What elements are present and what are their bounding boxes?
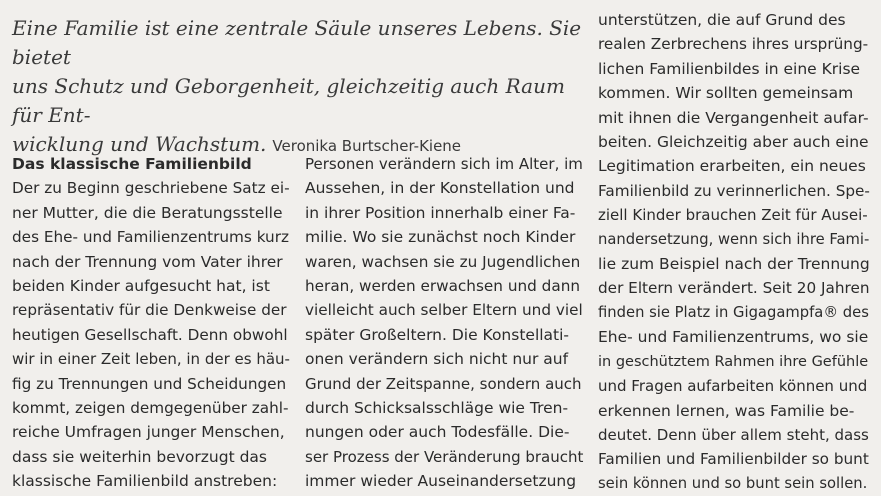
column-3 <box>598 8 870 496</box>
text-line: nach der Trennung vom Vater ihrer <box>12 252 283 271</box>
text-line: in ihrer Position innerhalb einer Fa- <box>305 203 576 222</box>
text-line: deutet. Denn über allem steht, dass <box>598 425 869 444</box>
text-line: Familien und Familienbilder so bunt <box>598 450 869 469</box>
quote-line: Eine Familie ist eine zentrale Säule unseres Lebens. Sie bietet <box>12 16 582 69</box>
text-line: Ehe- und Familienzentrums, wo sie <box>598 328 869 347</box>
text-line: Aussehen, in der Konstellation und <box>305 179 575 198</box>
text-line: onen verändern sich nicht nur auf <box>305 350 569 369</box>
text-line: heutigen Gesellschaft. Denn obwohl <box>12 325 288 344</box>
text-line: durch Schicksalsschläge wie Tren- <box>305 399 569 418</box>
text-line: Der zu Beginn geschriebene Satz ei- <box>12 179 290 198</box>
text-line: repräsentativ für die Denkweise der <box>12 301 287 320</box>
text-line: waren, wachsen sie zu Jugendlichen <box>305 252 581 271</box>
text-line: heran, werden erwachsen und dann <box>305 277 581 296</box>
text-line: des Ehe- und Familienzentrums kurz <box>12 228 289 247</box>
text-line: dass sie weiterhin bevorzugt das <box>12 447 267 466</box>
text-line: später Großeltern. Die Konstellati- <box>305 325 570 344</box>
text-line: ser Prozess der Veränderung braucht <box>305 447 584 466</box>
section-heading: Das klassische Familienbild <box>12 155 252 173</box>
text-line: Legitimation erarbeiten, ein neues <box>598 157 866 176</box>
text-line: Familienbild zu verinnerlichen. Spe- <box>598 181 870 200</box>
text-line: ziell Kinder brauchen Zeit für Ausei- <box>598 206 868 225</box>
text-line: immer wieder Auseinandersetzung <box>305 472 577 491</box>
text-line: und Fragen aufarbeiten können und <box>598 377 868 396</box>
quote-line-text: wicklung und Wachstum. <box>12 132 267 156</box>
text-line: klassische Familienbild anstreben: <box>12 472 278 491</box>
text-line: nandersetzung, wenn sich ihre Fami- <box>598 230 870 248</box>
quote-author: Veronika Burtscher-Kiene <box>272 137 462 155</box>
text-line: nungen oder auch Todesfälle. Die- <box>305 423 570 442</box>
text-line: wir in einer Zeit leben, in der es häu- <box>12 350 290 369</box>
text-line: milie. Wo sie zunächst noch Kinder <box>305 228 576 247</box>
text-line: finden sie Platz in Gigagampfa® des <box>598 303 869 321</box>
pull-quote <box>12 14 582 161</box>
column-1 <box>12 152 290 494</box>
text-line: mit ihnen die Vergangenheit aufar- <box>598 108 869 127</box>
text-line: ner Mutter, die die Beratungsstelle <box>12 203 283 222</box>
text-line: reiche Umfragen junger Menschen, <box>12 423 285 442</box>
text-line: vielleicht auch selber Eltern und viel <box>305 301 583 320</box>
text-line: der Eltern verändert. Seit 20 Jahren <box>598 279 870 298</box>
text-line: lie zum Beispiel nach der Trennung <box>598 255 870 274</box>
text-line: sein können und so bunt sein sollen. <box>598 474 868 492</box>
column-2 <box>305 152 583 494</box>
text-line: Personen verändern sich im Alter, im <box>305 155 583 173</box>
text-line: unterstützen, die auf Grund des <box>598 11 846 29</box>
quote-line: uns Schutz und Geborgenheit, gleichzeitig auch Raum für Ent- <box>12 74 565 127</box>
text-line: beiten. Gleichzeitig aber auch eine <box>598 133 869 152</box>
text-line: erkennen lernen, was Familie be- <box>598 401 855 420</box>
text-line: lichen Familienbildes in eine Krise <box>598 59 861 78</box>
text-line: kommen. Wir sollten gemeinsam <box>598 84 854 103</box>
text-line: kommt, zeigen demgegenüber zahl- <box>12 399 289 418</box>
text-line: in geschütztem Rahmen ihre Gefühle <box>598 353 869 370</box>
text-line: fig zu Trennungen und Scheidungen <box>12 374 287 393</box>
text-line: realen Zerbrechens ihres ursprüng- <box>598 35 869 54</box>
text-line: Grund der Zeitspanne, sondern auch <box>305 374 582 393</box>
text-line: beiden Kinder aufgesucht hat, ist <box>12 277 270 296</box>
